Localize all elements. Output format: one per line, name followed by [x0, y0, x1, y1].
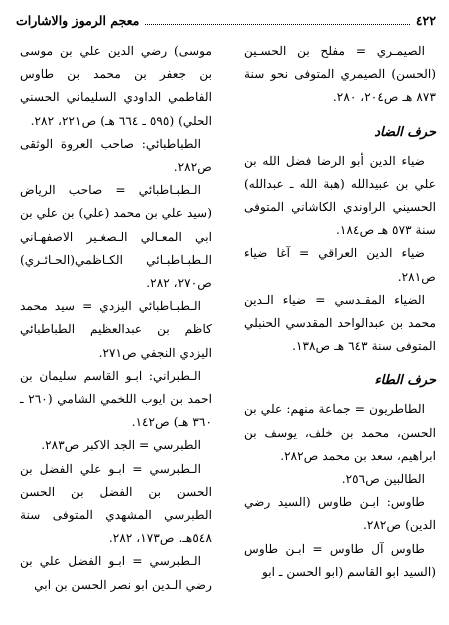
- index-entry: الطاطريون = جماعة منهم: علي بن الحسن، محمد بن خلف، يوسف بن ابراهيم، سعد بن محمد ص٢٨٢.: [244, 402, 436, 463]
- section-heading: حرف الضاد: [374, 124, 436, 140]
- index-entry: طاوس آل طاوس = ابـن طاوس (السيد ابو القاسم (ابو الحسن ـ ابو: [244, 541, 436, 579]
- index-entry: الـطبـاطبائي = صاحب الرياض (سيد علي بن محمد (علي) بن علي بن ابي المعـالي الـصغـير الاصفهـاني الـطبـاطبـائي الكـاظمي(الحـائـري) ص٢٧٠، ٢٨٢.: [20, 183, 212, 291]
- header-dotted-rule: [145, 12, 409, 25]
- page-number: ٤٢٢: [415, 12, 436, 28]
- page-header: [16, 10, 436, 30]
- index-entry: الطالبين ص٢٥٦.: [341, 472, 425, 487]
- index-entry: الـطبـاطبائي اليزدي = سيد محمد كاظم بن عبدالعظيم الطباطبائي اليزدي النجفي ص٢٧١.: [20, 299, 212, 360]
- section-heading: حرف الطاء: [374, 373, 436, 389]
- right-column: [244, 40, 436, 584]
- index-entry: طاوس: ابـن طاوس (السيد رضي الدين) ص٢٨٢.: [244, 495, 436, 533]
- left-column: [20, 40, 212, 597]
- index-entry: الطباطبائي: صاحب العروة الوثقى ص٢٨٢.: [20, 136, 212, 175]
- running-title: معجم الرموز والاشارات: [16, 12, 140, 28]
- index-entry: الـطبرسي = ابـو علي الفضل بن الحسن بن الفضل بن الحسن الطبرسي المشهدي المتوفى سنة ٥٤٨هـ. ص١٧٣، ٢٨٢.: [20, 461, 212, 546]
- index-entry: موسى) رضي الدين علي بن موسى بن جعفر بن محمد بن طاوس الفاطمي الداودي السليماني الحسني الحلي) (٥٩٥ ـ ٦٦٤ هـ) ص٢٢١، ٢٨٢.: [20, 44, 212, 128]
- index-entry: ضياء الدين العراقي = آغا ضياء ص٢٨١.: [244, 246, 436, 284]
- index-entry: الطبرسي = الجد الاكبر ص٢٨٣.: [41, 438, 201, 453]
- index-entry: الضياء المقـدسي = ضياء الـدين محمد بن عبدالواحد المقدسي الحنبلي المتوفى سنة ٦٤٣ هـ ص١٣٨.: [244, 292, 436, 354]
- index-entry: الـطبراني: ابـو القاسم سليمان بن احمد بن ايوب اللخمي الشامي (٢٦٠ ـ ٣٦٠ هـ) ص١٤٢.: [20, 368, 212, 430]
- index-entry: الـطبرسي = ابـو الفضل علي بن رضي الـدين ابو نصر الحسن بن ابي: [20, 554, 212, 592]
- index-entry: ضياء الدين أبو الرضا فضل الله بن علي بن عبيدالله (هبة الله ـ عبدالله) الحسيني الراوندي الكاشاني المتوفى سنة ٥٧٣ هـ ص١٨٤.: [244, 153, 436, 238]
- index-entry: الصيمـري = مفلح بن الحسـين (الحسن) الصيمري المتوفى نحو سنة ٨٧٣ هـ ص٢٠٤، ٢٨٠.: [244, 44, 436, 105]
